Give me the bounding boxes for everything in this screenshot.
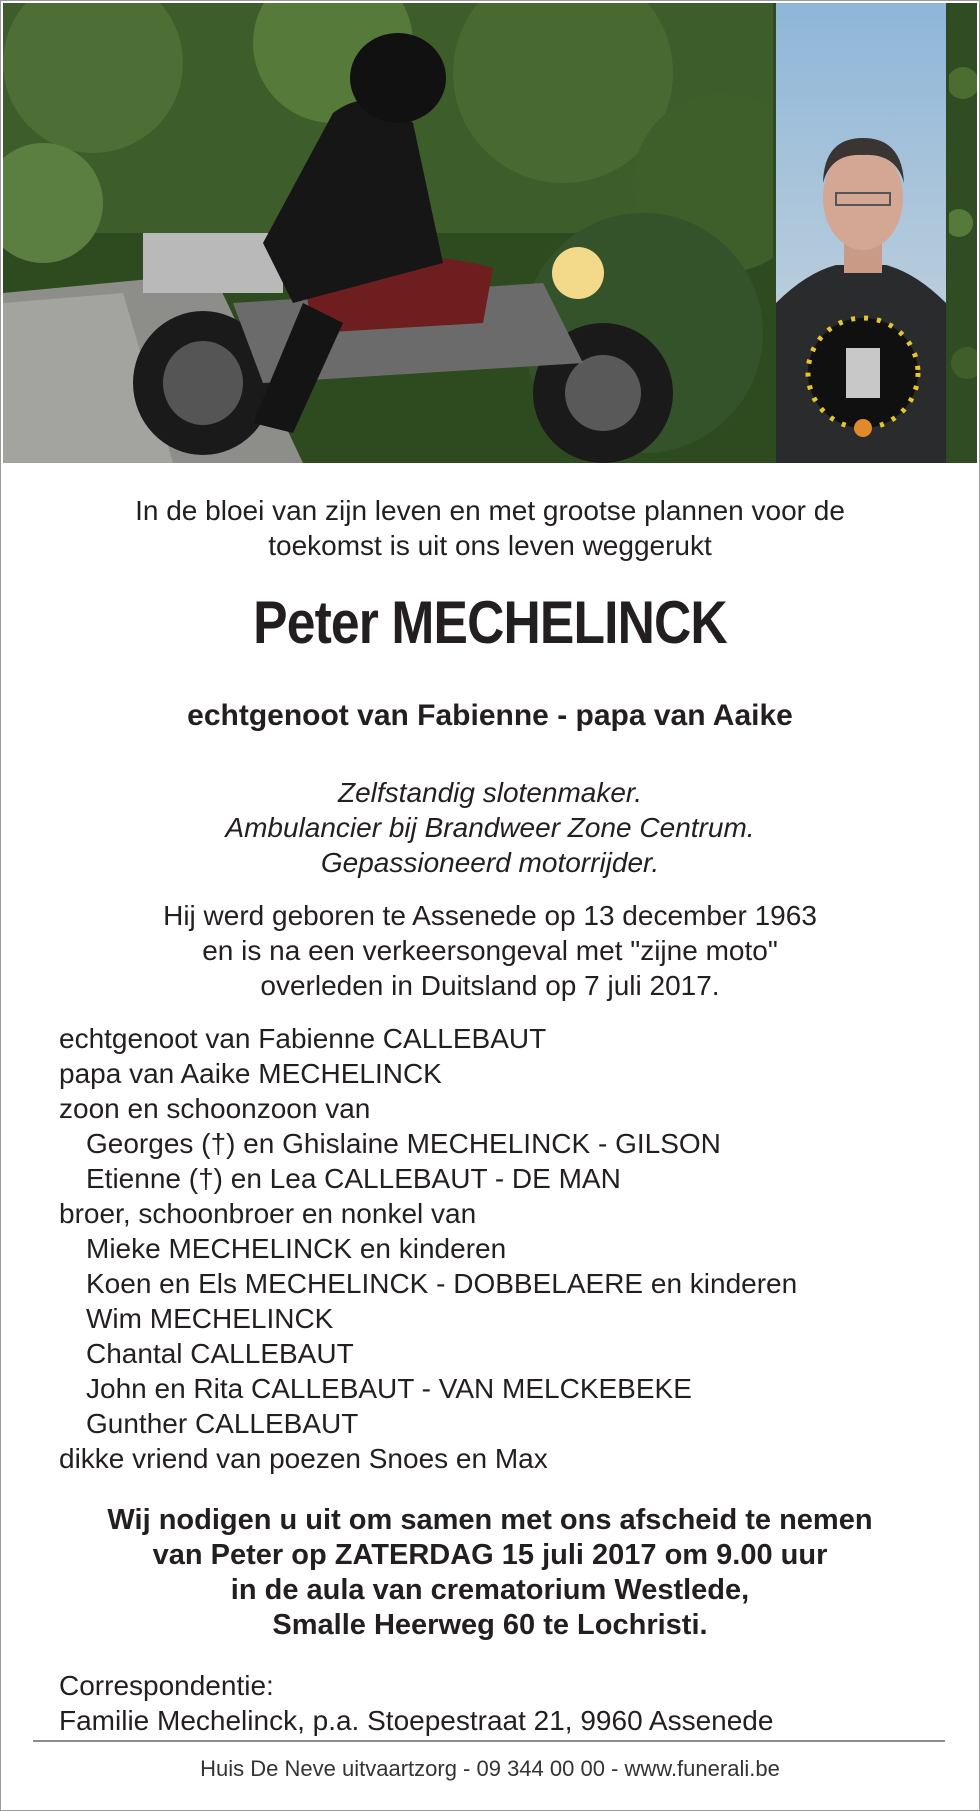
family-line: Georges (†) en Ghislaine MECHELINCK - GILSON (86, 1128, 721, 1159)
correspondence (59, 1668, 773, 1738)
family-line: echtgenoot van Fabienne CALLEBAUT (59, 1023, 547, 1054)
family-line: dikke vriend van poezen Snoes en Max (59, 1443, 548, 1474)
roles (0, 775, 980, 880)
intro-line: In de bloei van zijn leven en met grootse plannen voor de (135, 495, 845, 526)
portrait-photo (776, 3, 946, 463)
family-list (59, 1021, 797, 1476)
born-line: Hij werd geboren te Assenede op 13 december 1963 (163, 900, 817, 931)
family-line: John en Rita CALLEBAUT - VAN MELCKEBEKE (86, 1373, 692, 1404)
family-line: zoon en schoonzoon van (59, 1093, 371, 1124)
invitation-line: van Peter op ZATERDAG 15 juli 2017 om 9.00 uur (152, 1539, 828, 1571)
invitation (0, 1503, 980, 1643)
intro-line: toekomst is uit ons leven weggerukt (268, 530, 712, 561)
divider (33, 1740, 945, 1742)
foliage-strip (949, 3, 977, 463)
motorcycle-photo (3, 3, 773, 463)
role-line: Ambulancier bij Brandweer Zone Centrum. (225, 812, 755, 843)
family-line: papa van Aaike MECHELINCK (59, 1058, 442, 1089)
intro-text (0, 493, 980, 563)
deceased-name: Peter MECHELINCK (253, 589, 727, 656)
invitation-line: Smalle Heerweg 60 te Lochristi. (272, 1609, 708, 1641)
family-line: Etienne (†) en Lea CALLEBAUT - DE MAN (86, 1163, 621, 1194)
family-line: Chantal CALLEBAUT (86, 1338, 354, 1369)
born-line: overleden in Duitsland op 7 juli 2017. (260, 970, 720, 1001)
invitation-line: in de aula van crematorium Westlede, (230, 1574, 750, 1606)
family-line: broer, schoonbroer en nonkel van (59, 1198, 477, 1229)
subtitle: echtgenoot van Fabienne - papa van Aaike (187, 699, 793, 732)
photo-band (3, 3, 977, 463)
family-line: Koen en Els MECHELINCK - DOBBELAERE en kinderen (86, 1268, 798, 1299)
role-line: Zelfstandig slotenmaker. (338, 777, 642, 808)
correspondence-label: Correspondentie: (59, 1670, 274, 1701)
family-line: Mieke MECHELINCK en kinderen (86, 1233, 507, 1264)
birth-death-text (0, 898, 980, 1003)
correspondence-address: Familie Mechelinck, p.a. Stoepestraat 21, 9960 Assenede (59, 1705, 774, 1736)
family-line: Wim MECHELINCK (86, 1303, 334, 1334)
role-line: Gepassioneerd motorrijder. (320, 847, 660, 878)
family-line: Gunther CALLEBAUT (86, 1408, 359, 1439)
born-line: en is na een verkeersongeval met "zijne moto" (202, 935, 778, 966)
invitation-line: Wij nodigen u uit om samen met ons afscheid te nemen (107, 1504, 873, 1536)
funeral-home-footer: Huis De Neve uitvaartzorg - 09 344 00 00 - www.funerali.be (200, 1756, 780, 1781)
